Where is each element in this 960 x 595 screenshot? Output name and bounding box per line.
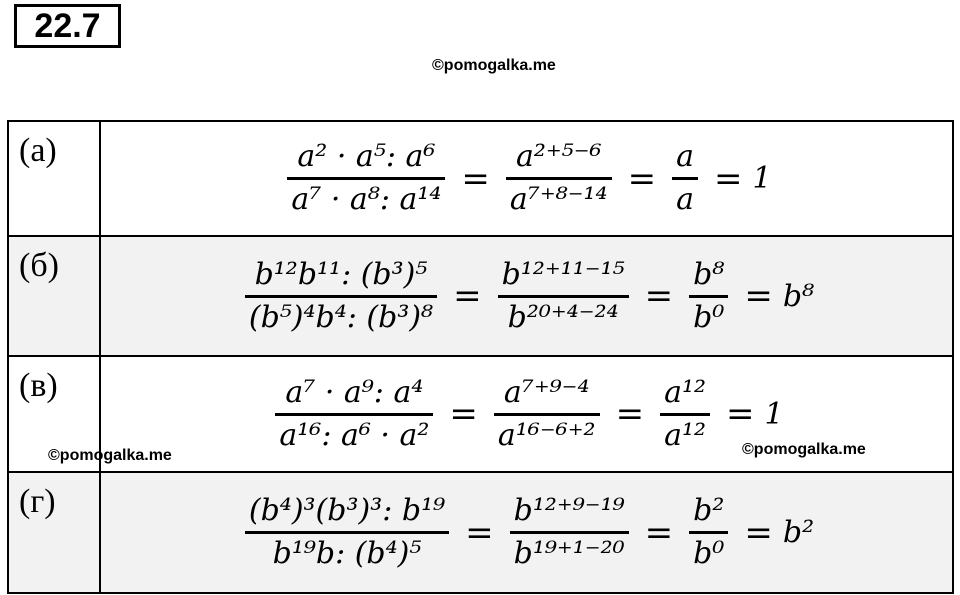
numerator: b²: [693, 493, 725, 528]
row-label: (б): [8, 236, 100, 356]
result: b⁸: [782, 278, 815, 314]
equals-sign: =: [615, 394, 645, 434]
fraction-original: [287, 137, 445, 220]
equals-sign: =: [644, 276, 674, 316]
denominator: (b⁵)⁴b⁴: (b³)⁸: [248, 299, 434, 335]
solutions-table: [7, 120, 954, 594]
problem-number: 22.7: [14, 4, 121, 48]
denominator: b⁰: [693, 299, 725, 335]
row-label: (а): [8, 121, 100, 236]
equals-sign: =: [453, 276, 482, 316]
denominator: a⁷ · a⁸: a¹⁴: [291, 182, 442, 217]
expression-cell: [100, 121, 953, 236]
fraction-simplified: [672, 137, 698, 220]
numerator: a⁷ · a⁹: a⁴: [285, 374, 424, 410]
fraction-original: [245, 491, 449, 574]
equation: [101, 122, 952, 235]
denominator: b¹⁹b: (b⁴)⁵: [272, 536, 422, 571]
watermark-top: ©pomogalka.me: [432, 57, 556, 74]
equals-sign: =: [644, 512, 674, 553]
expression-cell: [100, 236, 953, 356]
result: 1: [764, 396, 784, 432]
equation: [101, 473, 952, 592]
denominator: b¹⁹⁺¹⁻²⁰: [513, 536, 625, 571]
numerator: a²⁺⁵⁻⁶: [515, 139, 602, 174]
fraction-simplified: [689, 255, 728, 338]
numerator: b¹²⁺¹¹⁻¹⁵: [501, 256, 625, 292]
numerator: a² · a⁵: a⁶: [297, 139, 436, 174]
numerator: b⁸: [693, 256, 725, 292]
equals-sign: =: [713, 158, 743, 199]
numerator: a¹²: [664, 374, 707, 410]
fraction-exponents: [506, 137, 612, 220]
numerator: b¹²⁺⁹⁻¹⁹: [513, 493, 625, 528]
denominator: a: [676, 182, 694, 217]
fraction-exponents: [498, 255, 629, 338]
denominator: a¹⁶: a⁶ · a²: [279, 417, 430, 453]
numerator: (b⁴)³(b³)³: b¹⁹: [248, 493, 446, 528]
numerator: a: [676, 139, 694, 174]
fraction-original: [245, 255, 437, 338]
equals-sign: =: [744, 276, 773, 316]
equals-sign: =: [627, 158, 657, 199]
watermark-right: ©pomogalka.me: [742, 441, 866, 458]
expression-cell: [100, 472, 953, 593]
equals-sign: =: [726, 394, 755, 434]
equation: [101, 237, 952, 355]
row-label: (в): [8, 356, 100, 472]
fraction-original: [275, 373, 433, 456]
result: 1: [752, 161, 772, 196]
fraction-simplified: [660, 373, 710, 456]
equals-sign: =: [465, 512, 494, 553]
denominator: a⁷⁺⁸⁻¹⁴: [509, 182, 608, 217]
denominator: b⁰: [693, 536, 725, 571]
denominator: b²⁰⁺⁴⁻²⁴: [507, 299, 619, 335]
denominator: a¹⁶⁻⁶⁺²: [497, 417, 596, 453]
table-row: [8, 236, 953, 356]
watermark-left: ©pomogalka.me: [48, 447, 172, 464]
table-row: [8, 121, 953, 236]
fraction-exponents: [510, 491, 629, 574]
denominator: a¹²: [664, 417, 707, 453]
equals-sign: =: [461, 158, 490, 199]
equals-sign: =: [744, 512, 773, 553]
table-row: [8, 472, 953, 593]
equals-sign: =: [449, 394, 478, 434]
fraction-exponents: [494, 373, 600, 456]
numerator: a⁷⁺⁹⁻⁴: [503, 374, 590, 410]
row-label: (г): [8, 472, 100, 593]
result: b²: [782, 515, 815, 550]
numerator: b¹²b¹¹: (b³)⁵: [254, 256, 428, 292]
fraction-simplified: [689, 491, 728, 574]
